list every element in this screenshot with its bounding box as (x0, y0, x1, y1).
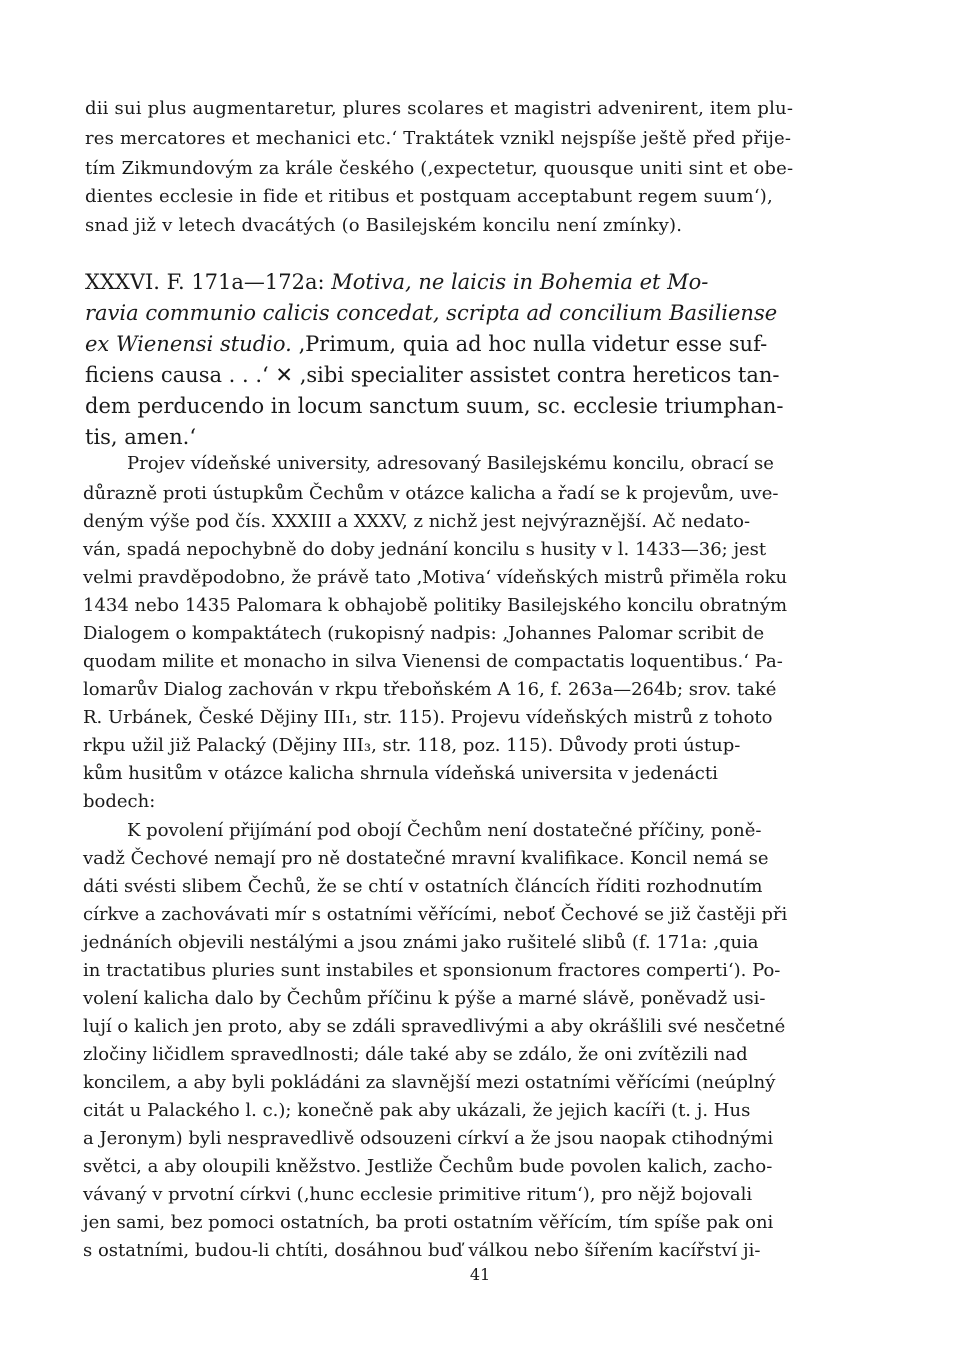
entry-title: Motiva, ne laicis in Bohemia et Mo- (331, 270, 709, 294)
text-line: důrazně proti ústupkům Čechům v otázce kalicha a řadí se k projevům, uve- (83, 483, 779, 504)
entry-heading-line-4: ficiens causa . . .‘ ✕ ‚sibi specialiter assistet contra hereticos tan- (85, 363, 780, 387)
text-line: dii sui plus augmentaretur, plures scolares et magistri advenirent, item plu- (85, 98, 794, 119)
text-line: K povolení přijímání pod obojí Čechům není dostatečné příčiny, poně- (127, 820, 762, 841)
entry-heading-line-6: tis, amen.‘ (85, 425, 197, 449)
incipit: ‚Primum, quia ad hoc nulla videtur esse suf- (298, 332, 768, 356)
page-number: 41 (469, 1265, 491, 1284)
text-line: vadž Čechové nemají pro ně dostatečné mravní kvalifikace. Koncil nemá se (83, 848, 769, 869)
text-line: zločiny ličidlem spravedlnosti; dále také aby se zdálo, že oni zvítězili nad (83, 1044, 748, 1065)
text-line: s ostatními, budou-li chtíti, dosáhnou buď válkou nebo šířením kacířství ji- (83, 1240, 761, 1261)
text-line: 1434 nebo 1435 Palomara k obhajobě politiky Basilejského koncilu obratným (83, 595, 788, 616)
text-line: Projev vídeňské university, adresovaný Basilejskému koncilu, obrací se (127, 453, 774, 474)
text-line: in tractatibus pluries sunt instabiles et sponsionum fractores comperti‘). Po- (83, 960, 781, 981)
text-line: volení kalicha dalo by Čechům příčinu k pýše a marné slávě, poněvadž usi- (83, 988, 766, 1009)
text-line: lomarův Dialog zachován v rkpu třeboňském A 16, f. 263a—264b; srov. také (83, 679, 777, 700)
text-line: tím Zikmundovým za krále českého (‚expectetur, quousque uniti sint et obe- (85, 158, 794, 179)
text-line: vávaný v prvotní církvi (‚hunc ecclesie primitive ritum‘), pro nějž bojovali (83, 1184, 753, 1205)
text-line: velmi pravděpodobno, že právě tato ‚Motiva‘ vídeňských mistrů přiměla roku (83, 567, 788, 588)
text-line: lují o kalich jen proto, aby se zdáli spravedlivými a aby okrášlili své nesčetné (83, 1016, 786, 1037)
text-line: jednáních objevili nestálými a jsou známi jako rušitelé slibů (f. 171a: ‚quia (83, 932, 759, 953)
entry-heading-line-3 (85, 334, 885, 355)
entry-heading-line-1 (85, 272, 885, 293)
text-line: světci, a aby oloupili kněžstvo. Jestliže Čechům bude povolen kalich, zacho- (83, 1156, 773, 1177)
text-line: rkpu užil již Palacký (Dějiny III₃, str. 118, poz. 115). Důvody proti ústup- (83, 735, 741, 756)
text-line: jen sami, bez pomoci ostatních, ba proti ostatním věřícím, tím spíše pak oni (83, 1212, 774, 1233)
text-line: dáti svésti slibem Čechů, že se chtí v ostatních článcích říditi rozhodnutím (83, 876, 763, 897)
text-line: res mercatores et mechanici etc.‘ Traktátek vznikl nejspíše ještě před přije- (85, 128, 792, 149)
text-line: bodech: (83, 791, 156, 812)
text-line: quodam milite et monacho in silva Vienensi de compactatis loquentibus.‘ Pa- (83, 651, 783, 672)
text-line: citát u Palackého l. c.); konečně pak aby ukázali, že jejich kacíři (t. j. Hus (83, 1100, 751, 1121)
text-line: kům husitům v otázce kalicha shrnula vídeňská universita v jedenácti (83, 763, 718, 784)
text-line: koncilem, a aby byli pokládáni za slavnější mezi ostatními věřícími (neúplný (83, 1072, 776, 1093)
entry-number: XXXVI. F. 171a—172a: (85, 270, 325, 294)
entry-heading-line-2: ravia communio calicis concedat, scripta ad concilium Basiliense (85, 301, 778, 325)
text-line: církve a zachovávati mír s ostatními věřícími, neboť Čechové se již častěji při (83, 904, 788, 925)
text-line: Dialogem o kompaktátech (rukopisný nadpis: ‚Johannes Palomar scribit de (83, 623, 765, 644)
text-line: ván, spadá nepochybně do doby jednání koncilu s husity v l. 1433—36; jest (83, 539, 767, 560)
entry-heading-line-5: dem perducendo in locum sanctum suum, sc. ecclesie triumphan- (85, 394, 784, 418)
text-line: a Jeronym) byli nespravedlivě odsouzeni církví a že jsou naopak ctihodnými (83, 1128, 774, 1149)
text-line: snad již v letech dvacátých (o Basilejském koncilu není zmínky). (85, 215, 683, 236)
text-line: dientes ecclesie in fide et ritibus et postquam acceptabunt regem suum‘), (85, 186, 773, 207)
entry-title-end: ex Wienensi studio. (85, 332, 292, 356)
text-line: deným výše pod čís. XXXIII a XXXV, z nichž jest nejvýraznější. Ač nedato- (83, 511, 751, 532)
text-line: R. Urbánek, České Dějiny III₁, str. 115). Projevu vídeňských mistrů z tohoto (83, 707, 773, 728)
